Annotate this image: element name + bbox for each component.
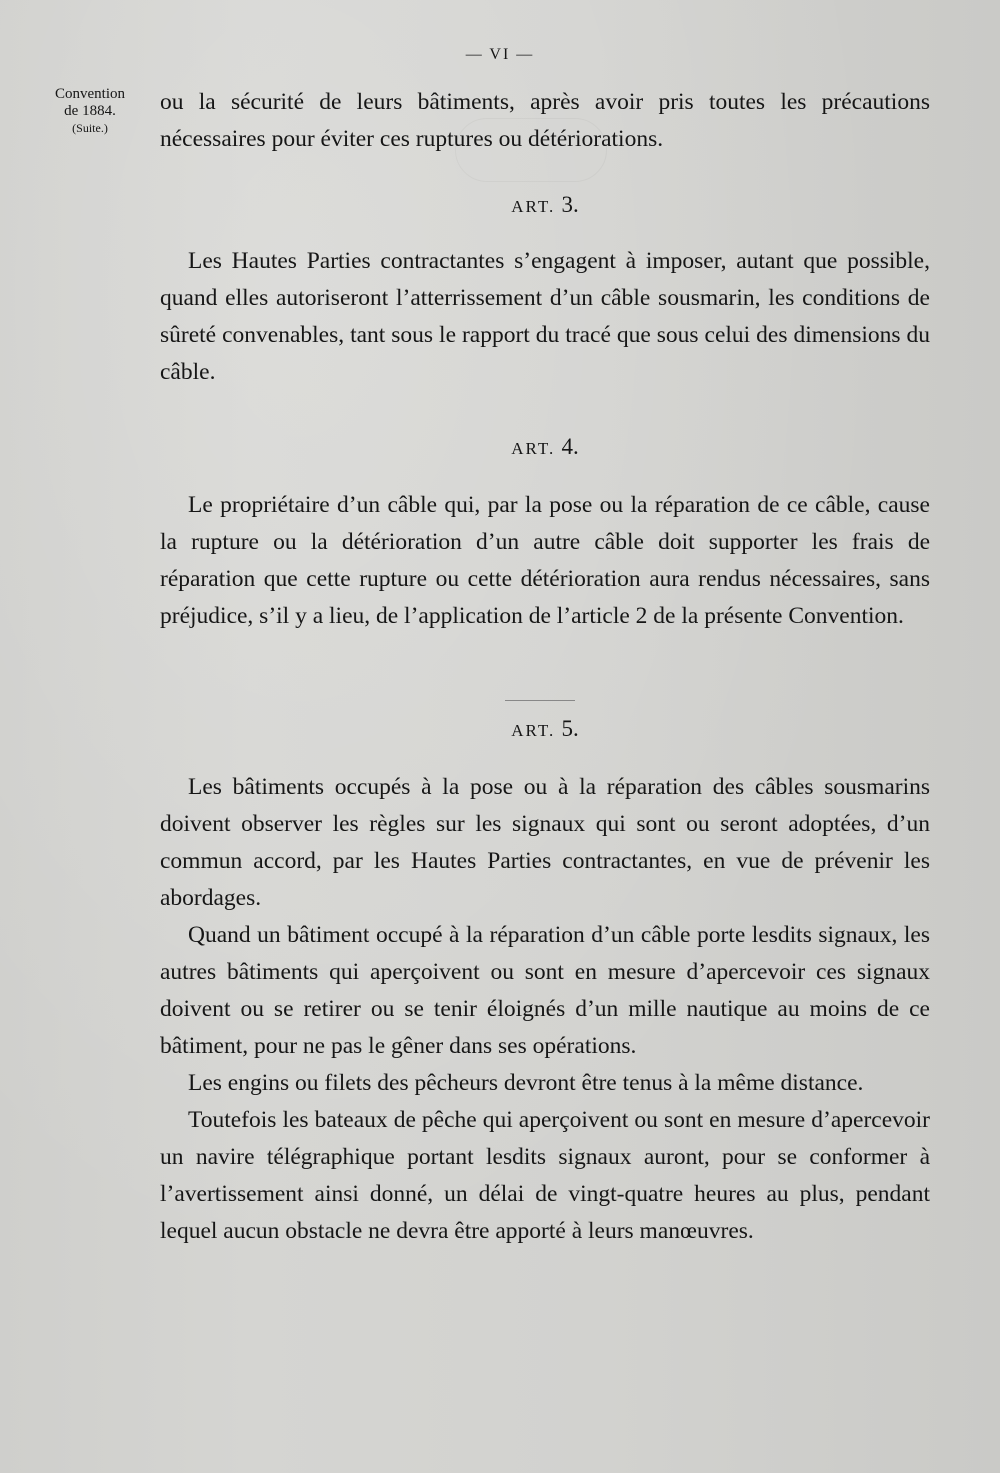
paragraph: Toutefois les bateaux de pêche qui aperçoivent ou sont en mesure d’apercevoir un navire télégraphique portant lesdits signaux auront, pour se conformer à l’avertissement ainsi donné, un délai de vingt-quatre heures au plus, pendant lequel aucun obstacle ne devra être apporté à leurs manœuvres. — [160, 1107, 930, 1244]
continuation-paragraph-block — [160, 84, 930, 158]
article-number: 5. — [561, 716, 579, 741]
article-number: 3. — [561, 192, 579, 217]
margin-note-line-1: Convention — [55, 86, 125, 102]
paragraph: Les bâtiments occupés à la pose ou à la réparation des câbles sousmarins doivent observer les règles sur les signaux qui sont ou seront adoptées, d’un commun accord, par les Hautes Parties contractantes, en vue de prévenir les abordages. — [160, 774, 930, 911]
margin-note — [40, 86, 140, 137]
article-number: 4. — [561, 434, 579, 459]
margin-note-line-3: (Suite.) — [72, 121, 108, 135]
article-4-text — [160, 487, 930, 635]
article-5-text — [160, 769, 930, 1250]
article-label: ART. — [511, 721, 556, 740]
paragraph: Les engins ou filets des pêcheurs devront être tenus à la même distance. — [188, 1070, 864, 1096]
paragraph: Le propriétaire d’un câble qui, par la pose ou la réparation de ce câble, cause la rupture ou la détérioration d’un autre câble doit supporter les frais de réparation que cette rupture ou cette détérioration aura rendus nécessaires, sans préjudice, s’il y a lieu, de l’application de l’article 2 de la présente Convention. — [160, 492, 930, 629]
article-3-heading — [0, 192, 1000, 218]
separator-rule — [505, 700, 575, 701]
article-4-heading — [0, 434, 1000, 460]
paragraph: Les Hautes Parties contractantes s’engagent à imposer, autant que possible, quand elles autoriseront l’atterrissement d’un câble sousmarin, les conditions de sûreté convenables, tant sous le rapport du tracé que sous celui des dimensions du câble. — [160, 248, 930, 385]
page-number: — VI — — [465, 46, 535, 63]
paragraph: Quand un bâtiment occupé à la réparation d’un câble porte lesdits signaux, les autres bâtiments qui aperçoivent ou sont en mesure d’apercevoir ces signaux doivent ou se retirer ou se tenir éloignés d’un mille nautique au moins de ce bâtiment, pour ne pas le gêner dans ses opérations. — [160, 922, 930, 1059]
article-3-text — [160, 243, 930, 391]
margin-note-line-2: de 1884. — [64, 103, 116, 119]
article-label: ART. — [511, 439, 556, 458]
continuation-paragraph: ou la sécurité de leurs bâtiments, après avoir pris toutes les précautions nécessaires pour éviter ces ruptures ou détériorations. — [160, 89, 930, 152]
article-label: ART. — [511, 197, 556, 216]
article-5-heading — [0, 716, 1000, 742]
